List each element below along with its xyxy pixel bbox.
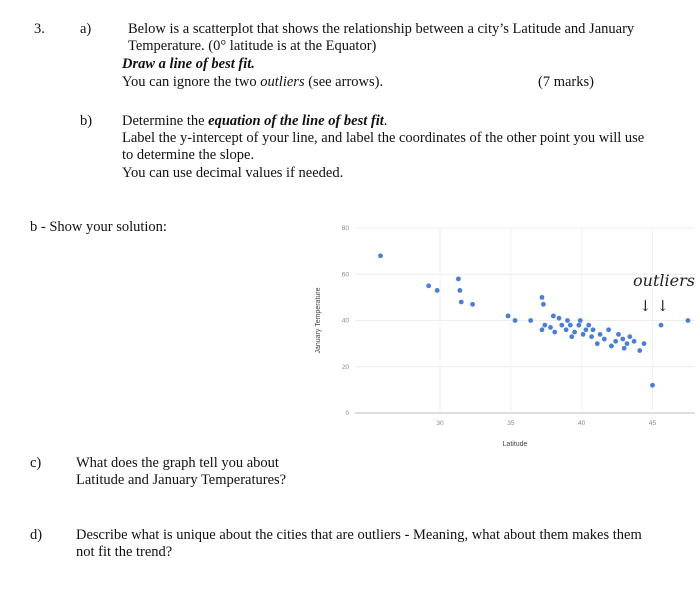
data-point bbox=[578, 318, 583, 323]
data-point bbox=[659, 323, 664, 328]
data-point bbox=[576, 323, 581, 328]
data-point bbox=[541, 302, 546, 307]
part-a-line2: Temperature. (0° latitude is at the Equator) bbox=[128, 38, 377, 54]
part-d-letter: d) bbox=[30, 527, 43, 543]
data-point bbox=[627, 334, 632, 339]
data-point bbox=[568, 323, 573, 328]
x-tick-label: 35 bbox=[507, 420, 515, 427]
outlier-arrows-icon: ↓ ↓ bbox=[639, 297, 669, 315]
part-b-line1-pre: Determine the bbox=[122, 113, 209, 129]
data-point bbox=[686, 318, 691, 323]
data-point bbox=[569, 334, 574, 339]
data-point bbox=[456, 276, 461, 281]
scatter-plot bbox=[300, 215, 700, 455]
y-tick-label: 40 bbox=[341, 317, 349, 325]
data-point bbox=[551, 313, 556, 318]
data-point bbox=[459, 300, 464, 305]
data-point bbox=[513, 318, 518, 323]
y-tick-label: 0 bbox=[345, 410, 349, 417]
part-a-line4-pre: You can ignore the two bbox=[122, 74, 261, 90]
chart-gridlines bbox=[355, 228, 695, 413]
data-point bbox=[559, 323, 564, 328]
data-point bbox=[528, 318, 533, 323]
y-tick-label: 80 bbox=[341, 225, 349, 232]
part-b-letter: b) bbox=[80, 113, 93, 129]
data-point bbox=[637, 348, 642, 353]
data-point bbox=[540, 327, 545, 332]
part-a-line4 bbox=[122, 74, 383, 91]
chart-y-axis-label: January Temperature bbox=[315, 287, 322, 354]
data-point bbox=[602, 337, 607, 342]
part-d-line1: Describe what is unique about the cities that are outliers - Meaning, what about them makes them bbox=[76, 527, 642, 543]
data-point bbox=[542, 323, 547, 328]
data-point bbox=[435, 288, 440, 293]
data-point bbox=[457, 288, 462, 293]
part-b-line1 bbox=[122, 113, 387, 130]
x-tick-label: 45 bbox=[648, 420, 657, 427]
y-tick-label: 20 bbox=[341, 363, 349, 371]
part-b-line1-post: . bbox=[383, 113, 388, 129]
chart-tick-labels bbox=[342, 225, 657, 427]
outliers-annotation: outliers bbox=[633, 271, 695, 290]
data-point bbox=[552, 330, 557, 335]
data-point bbox=[598, 332, 603, 337]
data-point bbox=[584, 327, 589, 332]
data-point bbox=[595, 341, 600, 346]
part-b-line4: You can use decimal values if needed. bbox=[122, 165, 344, 181]
part-a-marks: (7 marks) bbox=[538, 74, 594, 90]
data-point bbox=[632, 339, 637, 344]
data-point bbox=[606, 327, 611, 332]
data-point bbox=[548, 325, 553, 330]
data-point bbox=[622, 346, 627, 351]
part-b-equation-phrase: equation of the line of best fit bbox=[208, 113, 384, 129]
data-point bbox=[586, 323, 591, 328]
data-point bbox=[589, 334, 594, 339]
data-point bbox=[609, 344, 614, 349]
data-point bbox=[620, 337, 625, 342]
part-a-line4-post: (see arrows). bbox=[304, 74, 384, 90]
data-point bbox=[616, 332, 621, 337]
part-a-line1: Below is a scatterplot that shows the relationship between a city’s Latitude and January bbox=[128, 21, 635, 37]
part-a-instruction: Draw a line of best fit. bbox=[122, 56, 255, 72]
chart-x-axis-label: Latitude bbox=[502, 441, 528, 448]
data-point bbox=[650, 383, 655, 388]
part-c-line1: What does the graph tell you about bbox=[76, 455, 279, 471]
question-number: 3. bbox=[34, 21, 45, 37]
x-tick-label: 30 bbox=[436, 420, 444, 427]
data-point bbox=[426, 283, 431, 288]
data-point bbox=[557, 316, 562, 321]
data-point bbox=[625, 341, 630, 346]
data-point bbox=[642, 341, 647, 346]
part-b-line2: Label the y-intercept of your line, and label the coordinates of the other point you will use bbox=[122, 130, 645, 146]
data-point bbox=[613, 339, 618, 344]
data-point bbox=[540, 295, 545, 300]
part-c-line2: Latitude and January Temperatures? bbox=[76, 472, 287, 488]
x-tick-label: 40 bbox=[578, 420, 586, 427]
data-point bbox=[378, 253, 383, 258]
y-tick-label: 60 bbox=[341, 271, 349, 279]
data-point bbox=[572, 330, 577, 335]
part-c-letter: c) bbox=[30, 455, 42, 471]
data-point bbox=[565, 318, 570, 323]
part-a-outliers-word: outliers bbox=[260, 74, 305, 90]
solution-label: b - Show your solution: bbox=[30, 219, 167, 235]
data-point bbox=[506, 313, 511, 318]
data-point bbox=[591, 327, 596, 332]
part-a-letter: a) bbox=[80, 21, 92, 37]
data-point bbox=[470, 302, 475, 307]
part-d-line2: not fit the trend? bbox=[76, 544, 173, 560]
part-b-line3: to determine the slope. bbox=[122, 147, 255, 163]
data-point bbox=[564, 327, 569, 332]
data-point bbox=[581, 332, 586, 337]
